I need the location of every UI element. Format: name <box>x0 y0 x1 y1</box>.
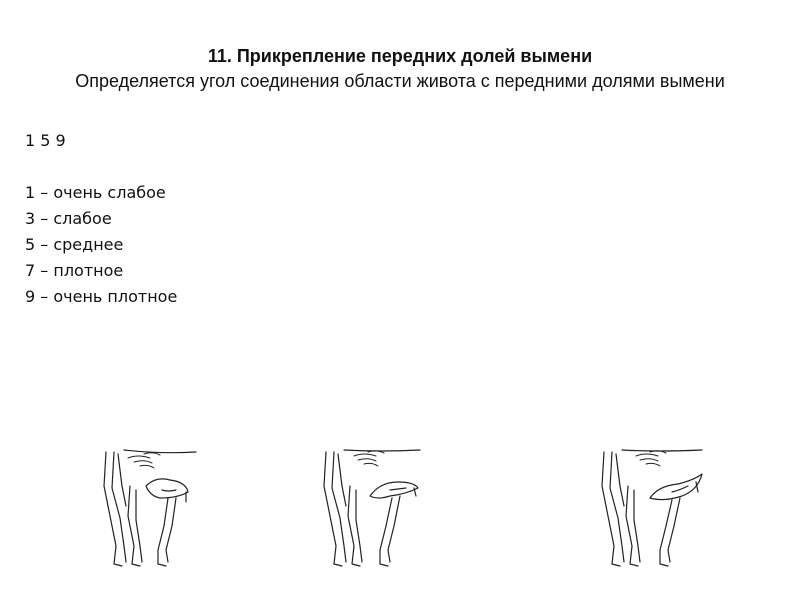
score-legend <box>25 180 177 310</box>
legend-item-9: 9 – очень плотное <box>25 287 178 306</box>
legend-item-7: 7 – плотное <box>25 261 124 280</box>
cow-udder-loose-attachment-icon <box>100 446 210 570</box>
legend-item-1: 1 – очень слабое <box>25 183 166 202</box>
slide-subtitle: Определяется угол соединения области живота с передними долями вымени <box>75 71 725 91</box>
figure-score-5 <box>320 446 430 570</box>
legend-item-3: 3 – слабое <box>25 209 112 228</box>
cow-udder-medium-attachment-icon <box>320 446 430 570</box>
figure-score-1 <box>100 446 210 570</box>
header <box>20 44 780 94</box>
score-scale: 1 5 9 <box>25 131 66 150</box>
slide-title: 11. Прикрепление передних долей вымени <box>207 46 593 66</box>
cow-udder-tight-attachment-icon <box>598 446 708 570</box>
figure-score-9 <box>598 446 708 570</box>
legend-item-5: 5 – среднее <box>25 235 124 254</box>
